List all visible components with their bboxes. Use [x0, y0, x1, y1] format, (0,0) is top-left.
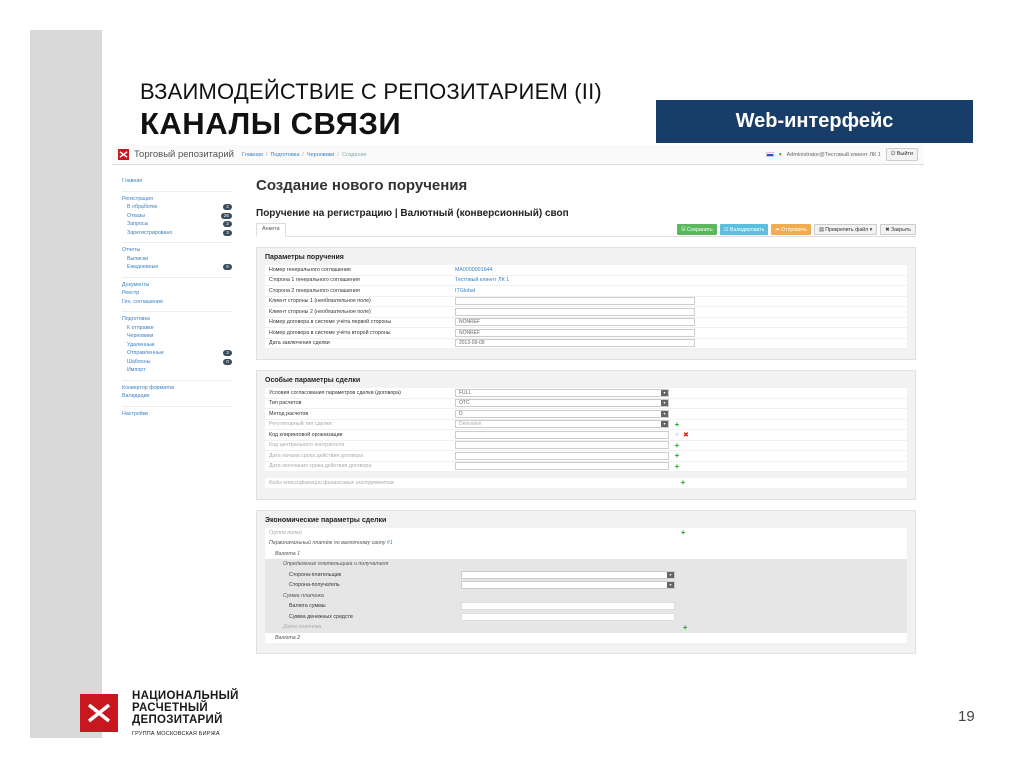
form-input[interactable]	[455, 441, 669, 449]
form-row	[265, 276, 907, 287]
order-subheading: Поручение на регистрацию | Валютный (конверсионный) своп	[256, 208, 569, 219]
app-screenshot	[112, 145, 924, 698]
attach-file-button[interactable]: ▤ Прикрепить файл ▾	[814, 224, 877, 235]
breadcrumb-drafts[interactable]: Черновики	[306, 151, 335, 158]
panel-order-params	[256, 247, 916, 360]
panel-title: Экономические параметры сделки	[265, 516, 387, 524]
sidebar-item[interactable]	[122, 289, 232, 298]
first-payment-row	[265, 538, 907, 549]
form-row	[265, 451, 907, 462]
chevron-down-icon: ▾	[661, 411, 668, 417]
sidebar-item[interactable]	[122, 366, 232, 375]
form-label: Сторона 2 генерального соглашения	[269, 287, 360, 294]
sidebar-item-label: Отказы	[127, 212, 146, 219]
form-value: Тестовый клиент ЛК 1	[455, 277, 510, 284]
form-label: Номер договора в системе учёта второй стороны	[269, 329, 391, 336]
add-icon[interactable]: +	[674, 461, 680, 471]
form-row	[265, 318, 907, 329]
sidebar-item-label: Импорт	[127, 367, 146, 374]
sidebar-item-label: Главная	[122, 178, 143, 185]
receiver-row	[265, 580, 907, 591]
classification-codes-label: Коды классификации финансовых инструментов	[269, 479, 394, 486]
payer-label: Сторона-плательщик	[289, 571, 342, 578]
sum-currency-input[interactable]	[461, 602, 675, 610]
form-row	[265, 339, 907, 350]
form-row	[265, 286, 907, 297]
breadcrumb-current: Создание	[341, 151, 367, 158]
logout-button[interactable]: ⏻ Выйти	[886, 148, 918, 161]
payer-select[interactable]: ▾	[461, 571, 675, 579]
sidebar-item[interactable]	[122, 263, 232, 272]
sidebar-item-label: Регистрация	[122, 195, 153, 202]
sidebar-item-label: Конвертор форматов	[122, 384, 175, 391]
count-badge: 3	[223, 350, 232, 356]
panel-rows	[265, 388, 907, 472]
payment-date-label: Дата платежа	[283, 624, 322, 631]
form-input[interactable]: NONREF	[455, 318, 695, 326]
form-value: ITGlobal	[455, 287, 476, 294]
logo-mark-icon	[80, 694, 118, 732]
form-input[interactable]	[455, 431, 669, 439]
logo-line2: РАСЧЕТНЫЙ	[132, 702, 209, 714]
sidebar-item-label: Отчеты	[122, 247, 141, 254]
sidebar-item-label: Отправленные	[127, 350, 164, 357]
language-flag-icon[interactable]	[766, 152, 774, 157]
toolbar	[256, 223, 916, 237]
sidebar-item[interactable]	[122, 246, 232, 255]
panel-rows	[265, 265, 907, 349]
panel-economic-params	[256, 510, 916, 655]
form-input[interactable]	[455, 308, 695, 316]
left-decorative-band	[30, 30, 102, 738]
sidebar-item[interactable]	[122, 410, 232, 419]
slide-title: КАНАЛЫ СВЯЗИ	[140, 106, 402, 141]
sidebar-divider	[122, 375, 232, 381]
receiver-select[interactable]: ▾	[461, 581, 675, 589]
sidebar-divider	[122, 306, 232, 312]
first-payment-label: Первоначальный платёж по валютному свопу	[269, 540, 386, 547]
currency2-row: Валюта 2	[275, 634, 301, 641]
sidebar-divider	[122, 237, 232, 243]
sidebar-item[interactable]	[122, 332, 232, 341]
validate-button[interactable]: ☑ Валидировать	[720, 224, 769, 235]
count-badge: 26	[221, 213, 232, 219]
sidebar-item[interactable]	[122, 358, 232, 367]
add-icon[interactable]: +	[674, 419, 680, 429]
add-icon[interactable]: +	[680, 528, 686, 538]
form-row	[265, 420, 907, 431]
check-icon: ☑	[723, 226, 729, 233]
sidebar-item-label: Удаленные	[127, 341, 155, 348]
logo-text	[132, 690, 239, 740]
sidebar-item-label: В обработке	[127, 204, 158, 211]
company-logo	[80, 690, 239, 740]
sidebar-item[interactable]	[122, 341, 232, 350]
sidebar-item[interactable]	[122, 229, 232, 238]
add-icon-disabled: +	[674, 430, 680, 440]
form-value: MA0000001644	[455, 266, 493, 273]
count-badge: 0	[223, 359, 232, 365]
sidebar-item-label: Подготовка	[122, 316, 150, 323]
breadcrumb-home[interactable]: Главная	[241, 151, 263, 158]
chevron-down-icon: ▾	[661, 390, 668, 396]
power-icon: ⏻	[890, 151, 896, 157]
sidebar-item-label: Выписки	[127, 255, 149, 262]
form-label: Номер генерального соглашения	[269, 266, 351, 273]
count-badge: 2	[223, 221, 232, 227]
form-row	[265, 399, 907, 410]
form-select[interactable]: OTC ▾	[455, 399, 669, 407]
form-row	[265, 297, 907, 308]
sidebar-item-label: Реестр	[122, 290, 140, 297]
sum-currency-label: Валюта суммы	[289, 603, 326, 610]
receiver-label: Сторона-получатель	[289, 582, 340, 589]
payer-row	[265, 570, 907, 581]
send-icon: ➦	[775, 226, 780, 233]
form-row	[265, 388, 907, 399]
form-label: Клиент стороны 2 (необязательное поле)	[269, 308, 371, 315]
economic-fields	[265, 528, 907, 644]
panel-title: Особые параметры сделки	[265, 377, 361, 384]
payment-date-row	[265, 622, 907, 633]
brand-logo-icon	[118, 149, 129, 160]
form-select[interactable]: D ▾	[455, 410, 669, 418]
sidebar-item-label: Зарегистрировано	[127, 229, 173, 236]
tab-questionnaire[interactable]: Анкета	[256, 223, 286, 237]
sidebar-divider	[122, 186, 232, 192]
form-label: Дата заключения сделки	[269, 340, 330, 347]
sidebar-item-label: Ежедневные	[127, 264, 159, 271]
sidebar-item-label: Настройки	[122, 410, 148, 417]
app-brand[interactable]: Торговый репозитарий	[134, 149, 234, 160]
panel-special-params	[256, 370, 916, 500]
count-badge: 2	[223, 204, 232, 210]
form-select[interactable]: FULL ▾	[455, 389, 669, 397]
save-button[interactable]: 🖫 Сохранить	[677, 224, 717, 235]
sidebar-item[interactable]	[122, 384, 232, 393]
sidebar-item[interactable]	[122, 212, 232, 221]
form-row	[265, 462, 907, 473]
sidebar-item[interactable]	[122, 255, 232, 264]
sidebar-item[interactable]	[122, 220, 232, 229]
chevron-down-icon: ▾	[661, 421, 668, 427]
form-label: Дата окончания срока действия договора	[269, 463, 372, 470]
sidebar-item-label: Валидация	[122, 393, 150, 400]
classification-codes-row	[265, 478, 907, 489]
slide-subtitle: ВЗАИМОДЕЙСТВИЕ С РЕПОЗИТАРИЕМ (II)	[140, 79, 602, 104]
form-row	[265, 430, 907, 441]
sum-amount-row	[265, 612, 907, 623]
logo-tagline: ГРУППА МОСКОВСКАЯ БИРЖА	[132, 731, 220, 737]
save-icon: 🖫	[681, 226, 686, 232]
count-badge: 3	[223, 230, 232, 236]
sidebar-item[interactable]	[122, 324, 232, 333]
form-label: Тип расчетов	[269, 400, 302, 407]
sidebar-item[interactable]	[122, 195, 232, 204]
remove-icon[interactable]: ✖	[683, 431, 689, 439]
sidebar	[112, 167, 236, 418]
action-buttons	[677, 224, 916, 235]
sidebar-item[interactable]	[122, 298, 232, 307]
sidebar-item-label: Ген. соглашения	[122, 298, 163, 305]
page-number: 19	[958, 708, 975, 725]
file-icon: ▤	[818, 226, 824, 233]
form-row	[265, 409, 907, 420]
form-input[interactable]	[455, 297, 695, 305]
form-row	[265, 307, 907, 318]
currency1-row: Валюта 1	[275, 550, 301, 557]
close-icon: ✖	[885, 226, 890, 233]
form-label: Клиент стороны 1 (необязательное поле)	[269, 298, 371, 305]
sidebar-item[interactable]	[122, 281, 232, 290]
logo-line1: НАЦИОНАЛЬНЫЙ	[132, 690, 239, 702]
form-label: Регуляторный тип сделки	[269, 421, 332, 428]
form-row	[265, 441, 907, 452]
chevron-down-icon[interactable]: ▾	[778, 151, 782, 158]
page-title: Создание нового поручения	[256, 177, 468, 194]
form-input[interactable]: 2013-09-09	[455, 339, 695, 347]
form-label: Сторона 1 генерального соглашения	[269, 277, 360, 284]
form-label: Условия согласования параметров сделки (договора)	[269, 389, 401, 396]
count-badge: 6	[223, 264, 232, 270]
sidebar-item[interactable]	[122, 177, 232, 186]
form-select[interactable]: Derivative ▾	[455, 420, 669, 428]
add-icon[interactable]: +	[682, 622, 688, 632]
payer-definition-row: Определение плательщика и получателя	[265, 559, 907, 570]
logo-line3: ДЕПОЗИТАРИЙ	[132, 714, 223, 726]
field-group-row	[265, 528, 907, 539]
sidebar-item-label: Запросы	[127, 221, 149, 228]
form-input[interactable]	[455, 462, 669, 470]
first-payment-ref[interactable]: #1	[386, 540, 393, 547]
web-interface-badge: Web-интерфейс	[656, 100, 973, 143]
form-label: Метод расчетов	[269, 410, 309, 417]
sidebar-item-label: Черновики	[127, 333, 154, 340]
sidebar-item-label: Документы	[122, 281, 150, 288]
close-button[interactable]: ✖ Закрыть	[880, 224, 916, 235]
sidebar-item-label: К отправке	[127, 324, 154, 331]
form-input[interactable]	[455, 452, 669, 460]
add-icon[interactable]: +	[674, 440, 680, 450]
sidebar-item[interactable]	[122, 315, 232, 324]
form-row	[265, 265, 907, 276]
main-content	[256, 167, 916, 654]
send-button[interactable]: ➦ Отправить	[771, 224, 811, 235]
form-label: Код центрального контрагента	[269, 442, 345, 449]
chevron-down-icon: ▾	[661, 400, 668, 406]
user-name[interactable]: Administrator@Тестовый клиент ЛК 1	[786, 151, 881, 158]
field-group-placeholder: Группа полей	[269, 529, 302, 536]
sidebar-item[interactable]	[122, 349, 232, 358]
sum-amount-input[interactable]	[461, 613, 675, 621]
form-input[interactable]: NONREF	[455, 329, 695, 337]
user-area	[766, 148, 918, 161]
sidebar-divider	[122, 401, 232, 407]
form-label: Дата начала срока действия договора	[269, 452, 364, 459]
sum-amount-label: Сумма денежных средств	[289, 613, 353, 620]
add-icon[interactable]: +	[680, 478, 686, 488]
breadcrumb-prep[interactable]: Подготовка	[270, 151, 300, 158]
form-row	[265, 328, 907, 339]
payment-sum-row: Сумма платежа	[265, 591, 907, 602]
form-label: Номер договора в системе учёта первой стороны	[269, 319, 392, 326]
sidebar-item[interactable]	[122, 203, 232, 212]
add-icon[interactable]: +	[674, 451, 680, 461]
form-label: Код клиринговой организации	[269, 431, 343, 438]
breadcrumb: Главная / Подготовка / Черновики / Создание	[241, 151, 367, 158]
sidebar-item-label: Шаблоны	[127, 358, 151, 365]
panel-title: Параметры поручения	[265, 254, 344, 261]
sum-currency-row	[265, 601, 907, 612]
sidebar-divider	[122, 272, 232, 278]
sidebar-item[interactable]	[122, 392, 232, 401]
app-topbar	[112, 145, 924, 165]
